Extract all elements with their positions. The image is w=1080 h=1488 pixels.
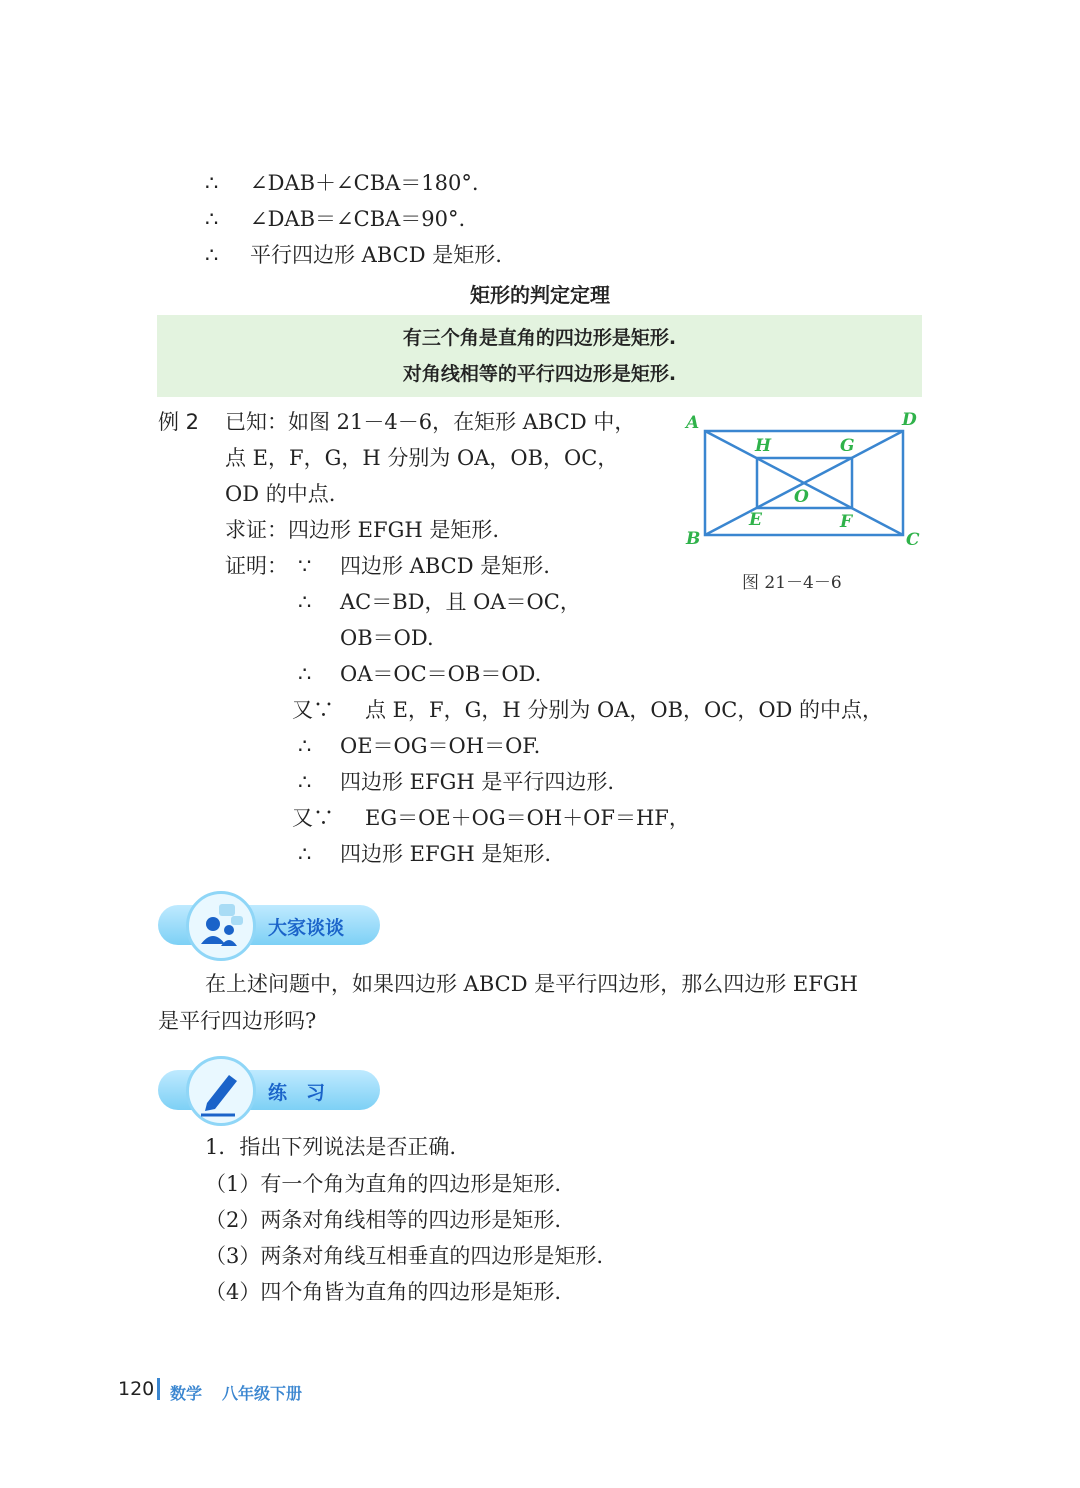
exercise-item: （2）两条对角线相等的四边形是矩形. [205, 1208, 562, 1232]
figure-caption: 图 21－4－6 [742, 573, 842, 593]
exercise-banner [158, 1070, 380, 1110]
proof-line: EG＝OE＋OG＝OH＋OF＝HF， [365, 806, 690, 830]
theorem-line: 对角线相等的平行四边形是矩形. [402, 363, 677, 385]
theorem-line: 有三个角是直角的四边形是矩形. [402, 327, 677, 349]
proof-symbol: ∴ [298, 770, 312, 794]
proof-line: OA＝OC＝OB＝OD. [340, 662, 542, 686]
theorem-title: 矩形的判定定理 [470, 283, 610, 307]
label-f: F [840, 512, 853, 532]
proof-symbol: ∵ [298, 554, 312, 578]
proof-line: AC＝BD，且 OA＝OC， [340, 590, 581, 614]
proof-line: OB＝OD. [340, 626, 434, 650]
proof-label: 证明： [225, 554, 288, 578]
people-talking-icon [186, 891, 256, 961]
example-label: 例 2 [158, 410, 200, 434]
proof-symbol: 又∵ [292, 698, 334, 722]
given-line: 点 E，F，G，H 分别为 OA，OB，OC， [225, 446, 619, 470]
proof-line: 四边形 ABCD 是矩形. [340, 554, 550, 578]
footer-divider [157, 1378, 160, 1400]
proof-line: ∠DAB＋∠CBA＝180°. [250, 171, 479, 195]
exercise-question: 1．指出下列说法是否正确. [205, 1135, 457, 1159]
figure-rectangle-abcd [680, 400, 930, 600]
exercise-item: （3）两条对角线互相垂直的四边形是矩形. [205, 1244, 604, 1268]
proof-line: ∠DAB＝∠CBA＝90°. [250, 207, 466, 231]
footer-subject: 数学 [170, 1384, 203, 1403]
label-b: B [686, 529, 701, 549]
label-c: C [906, 530, 920, 550]
given-line: OD 的中点. [225, 482, 336, 506]
proof-symbol: ∴ [298, 842, 312, 866]
exercise-item: （1）有一个角为直角的四边形是矩形. [205, 1172, 562, 1196]
prove-line: 求证：四边形 EFGH 是矩形. [225, 518, 500, 542]
therefore-symbol: ∴ [205, 171, 219, 195]
proof-line: 四边形 EFGH 是平行四边形. [340, 770, 615, 794]
discuss-line: 是平行四边形吗? [158, 1009, 317, 1033]
discuss-line: 在上述问题中，如果四边形 ABCD 是平行四边形，那么四边形 EFGH [205, 972, 858, 996]
exercise-item: （4）四个角皆为直角的四边形是矩形. [205, 1280, 562, 1304]
proof-symbol: ∴ [298, 590, 312, 614]
proof-line: 平行四边形 ABCD 是矩形. [250, 243, 502, 267]
proof-symbol: ∴ [298, 734, 312, 758]
page-number: 120 [118, 1378, 155, 1400]
label-o: O [794, 487, 809, 507]
label-d: D [902, 410, 917, 430]
proof-symbol: 又∵ [292, 806, 334, 830]
proof-symbol: ∴ [298, 662, 312, 686]
proof-line: OE＝OG＝OH＝OF. [340, 734, 541, 758]
exercise-label: 练 习 [268, 1082, 326, 1104]
label-g: G [840, 436, 855, 456]
label-h: H [755, 436, 772, 456]
pencil-icon [186, 1056, 256, 1126]
therefore-symbol: ∴ [205, 243, 219, 267]
label-a: A [686, 413, 700, 433]
discuss-label: 大家谈谈 [268, 917, 345, 939]
proof-line: 点 E，F，G，H 分别为 OA，OB，OC，OD 的中点， [365, 698, 884, 722]
discuss-banner [158, 905, 380, 945]
given-line: 已知：如图 21－4－6，在矩形 ABCD 中， [225, 410, 636, 434]
proof-line: 四边形 EFGH 是矩形. [340, 842, 552, 866]
footer-book: 八年级下册 [222, 1384, 303, 1403]
therefore-symbol: ∴ [205, 207, 219, 231]
label-e: E [749, 510, 762, 530]
theorem-box [157, 315, 922, 397]
